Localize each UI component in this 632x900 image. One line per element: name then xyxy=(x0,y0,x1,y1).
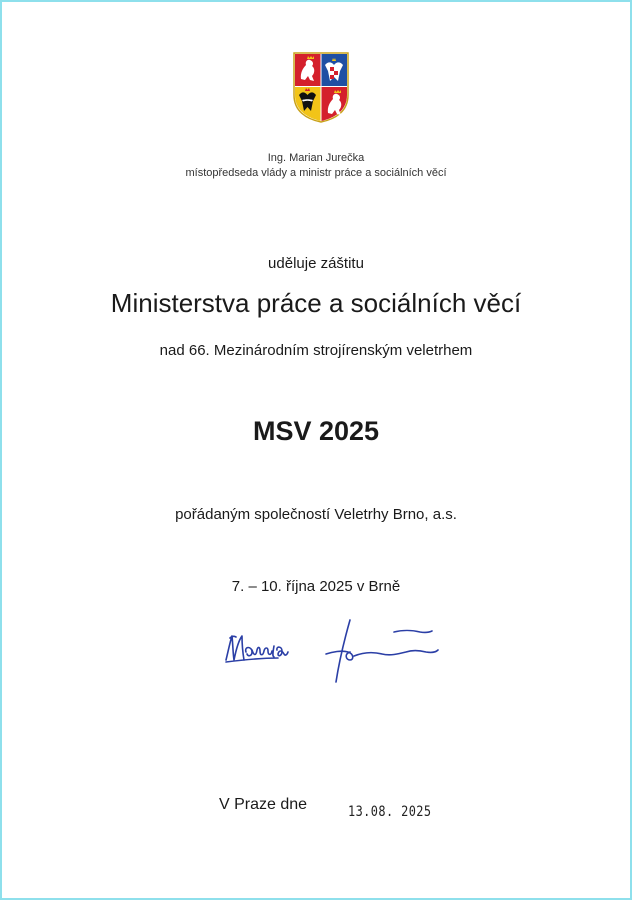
issuer-name: Ing. Marian Jurečka xyxy=(267,152,365,164)
grants-patronage-text: uděluje záštitu xyxy=(268,255,364,272)
place-label: V Praze dne xyxy=(219,796,308,813)
issuer-role: místopředseda vlády a ministr práce a sociálních věcí xyxy=(185,167,447,179)
event-dates: 7. – 10. října 2025 v Brně xyxy=(231,578,401,595)
czech-coat-of-arms-icon xyxy=(292,51,350,123)
organizer-line: pořádaným společností Veletrhy Brno, a.s. xyxy=(175,506,457,523)
ministry-title: Ministerstva práce a sociálních věcí xyxy=(110,288,522,318)
event-name: MSV 2025 xyxy=(252,416,380,446)
event-description: nad 66. Mezinárodním strojírenským veletrhem xyxy=(159,342,473,359)
date-stamp: 13.08. 2025 xyxy=(348,804,432,820)
handwritten-signature xyxy=(222,616,442,688)
